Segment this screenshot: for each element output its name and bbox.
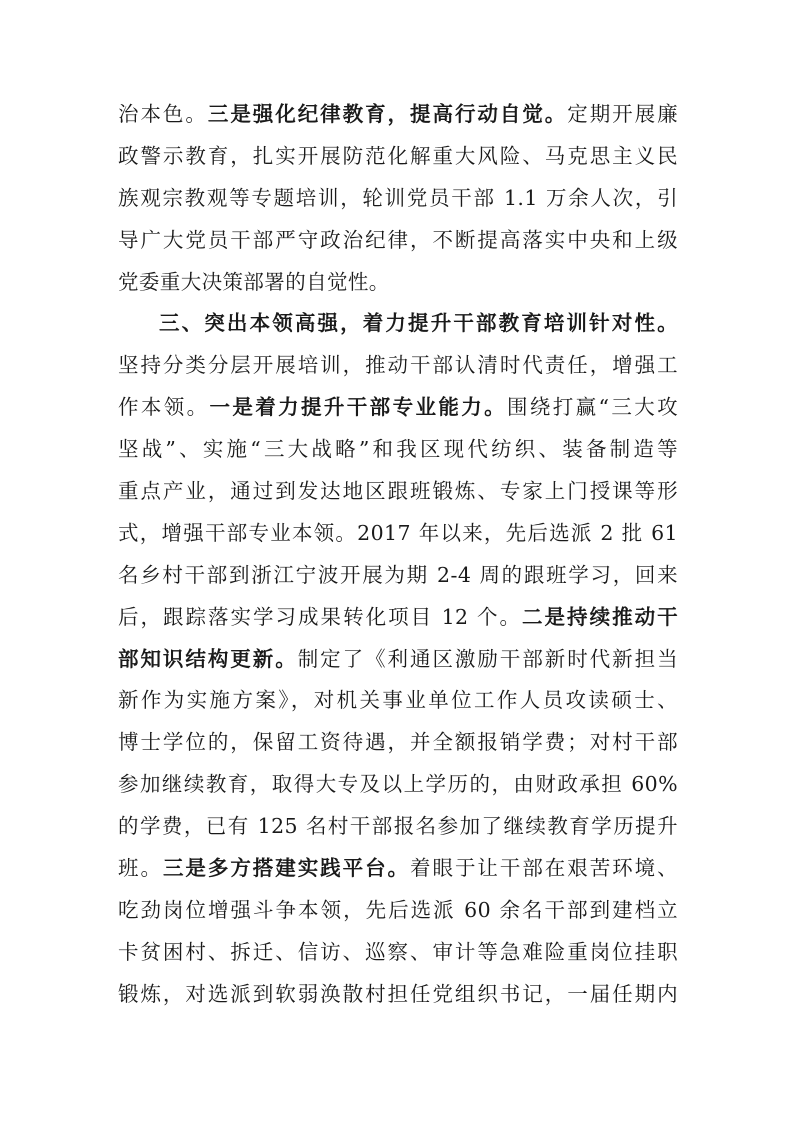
text-line: 族观宗教观等专题培训，轮训党员干部 1.1 万余人次，引 — [118, 185, 678, 210]
bold-phrase: 部知识结构更新。 — [118, 646, 298, 671]
text-line: 政警示教育，扎实开展防范化解重大风险、马克思主义民 — [118, 143, 678, 168]
text-line: 坚持分类分层开展培训，推动干部认清时代责任，增强工 — [118, 353, 678, 378]
text-line: 卡贫困村、拆迁、信访、巡察、审计等急难险重岗位挂职 — [118, 939, 678, 964]
text-line: 后，跟踪落实学习成果转化项目 12 个。二是持续推动干 — [118, 604, 678, 629]
text-line: 参加继续教育，取得大专及以上学历的，由财政承担 60% — [118, 772, 678, 797]
text-line: 博士学位的，保留工资待遇，并全额报销学费；对村干部 — [118, 730, 678, 755]
text-line: 导广大党员干部严守政治纪律，不断提高落实中央和上级 — [118, 227, 678, 252]
text-line: 名乡村干部到浙江宁波开展为期 2-4 周的跟班学习，回来 — [118, 562, 678, 587]
text-line: 坚战”、实施“三大战略”和我区现代纺织、装备制造等 — [118, 437, 678, 462]
text-line: 的学费，已有 125 名村干部报名参加了继续教育学历提升 — [118, 814, 678, 839]
bold-phrase: 三是多方搭建实践平台。 — [162, 856, 411, 881]
text-line: 作本领。一是着力提升干部专业能力。围绕打赢“三大攻 — [118, 395, 679, 420]
text-line: 部知识结构更新。制定了《利通区激励干部新时代新担当 — [118, 646, 678, 671]
text-line: 新作为实施方案》，对机关事业单位工作人员攻读硕士、 — [118, 688, 678, 713]
bold-phrase: 二是持续推动干 — [522, 604, 678, 629]
text-line: 党委重大决策部署的自觉性。 — [118, 269, 390, 294]
text-line: 式，增强干部专业本领。2017 年以来，先后选派 2 批 61 — [118, 520, 678, 545]
section-heading: 三、突出本领高强，着力提升干部教育培训针对性。 — [159, 311, 678, 336]
text-line: 吃劲岗位增强斗争本领，先后选派 60 余名干部到建档立 — [118, 897, 678, 922]
bold-phrase: 一是着力提升干部专业能力。 — [209, 395, 507, 420]
text-line: 锻炼，对选派到软弱涣散村担任党组织书记，一届任期内 — [118, 981, 678, 1006]
bold-phrase: 三是强化纪律教育，提高行动自觉。 — [207, 102, 568, 126]
text-line: 治本色。三是强化纪律教育，提高行动自觉。定期开展廉 — [118, 102, 678, 126]
text-line: 班。三是多方搭建实践平台。着眼于让干部在艰苦环境、 — [118, 856, 678, 881]
document-page — [118, 94, 678, 1016]
text-line: 重点产业，通过到发达地区跟班锻炼、专家上门授课等形 — [118, 479, 678, 504]
